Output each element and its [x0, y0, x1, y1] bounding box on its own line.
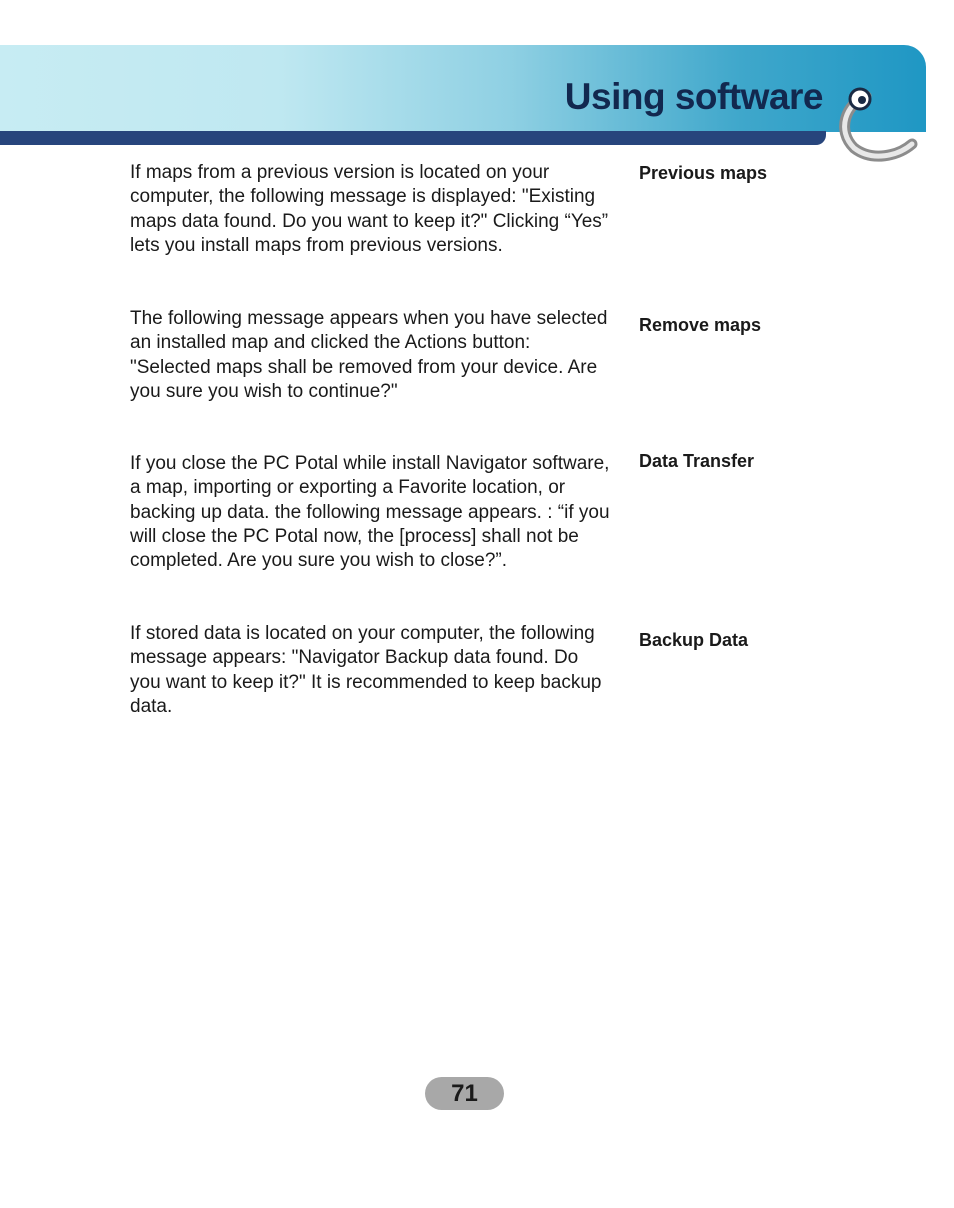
- binder-ring-icon: [832, 82, 922, 162]
- page-number-badge: [425, 1077, 504, 1110]
- label-backup-data: Backup Data: [639, 630, 749, 650]
- label-remove-maps: Remove maps: [639, 315, 762, 335]
- paragraph-backup-data: If stored data is located on your computer, the following message appears: "Navigator Backup data found. Do you want to keep it?" It is recommended to keep backup data.: [130, 623, 602, 717]
- header-rule: [0, 131, 826, 145]
- paragraph-data-transfer: If you close the PC Potal while install Navigator software, a map, importing or exporting a Favorite location, or backing up data. the following message appears. : “if you will close the PC Potal now, the [process] shall not be completed. Are you sure you wish to close?”.: [130, 453, 610, 572]
- page-number: 71: [451, 1079, 478, 1107]
- label-previous-maps: Previous maps: [639, 163, 768, 183]
- paragraph-previous-maps: If maps from a previous version is located on your computer, the following message is displayed: "Existing maps data found. Do you want to keep it?" Clicking “Yes” lets you install maps from previous versions.: [130, 162, 609, 256]
- paragraph-remove-maps: The following message appears when you have selected an installed map and clicked the Actions button: "Selected maps shall be removed from your device. Are you sure you wish to continue?": [130, 308, 608, 402]
- label-data-transfer: Data Transfer: [639, 451, 755, 471]
- page-title: Using software: [564, 76, 823, 117]
